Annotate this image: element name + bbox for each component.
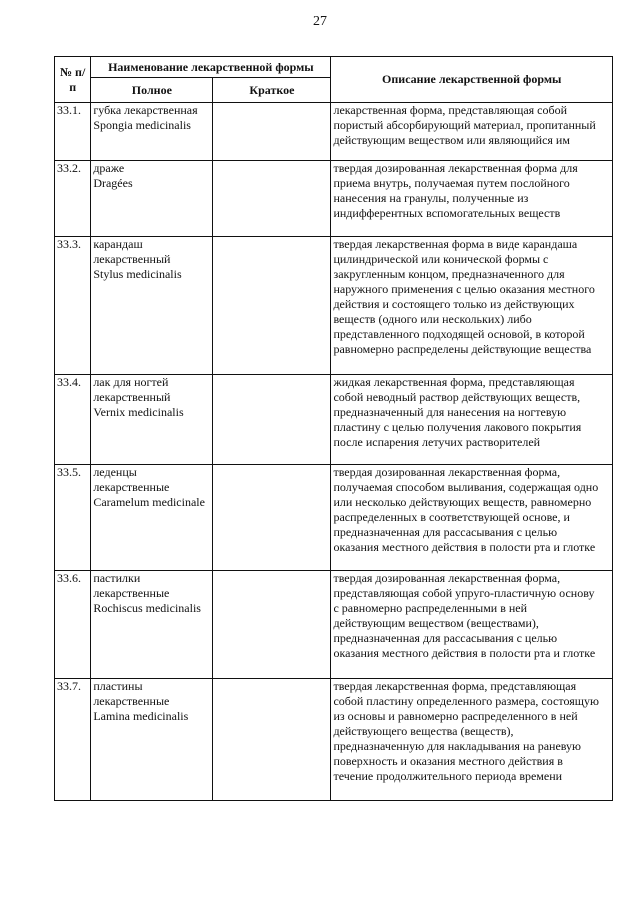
full-name-cell: карандаш лекарственный Stylus medicinalis [91,237,213,375]
row-number: 33.3. [55,237,91,375]
short-name-cell [213,679,331,801]
table-row [55,571,613,679]
header-full-name: Полное [91,78,213,103]
short-name-cell [213,571,331,679]
row-number: 33.2. [55,161,91,237]
short-name-cell [213,465,331,571]
short-name-cell [213,237,331,375]
full-name-cell: губка лекарственная Spongia medicinalis [91,103,213,161]
header-description: Описание лекарственной формы [331,57,613,103]
table-row [55,161,613,237]
header-name-group: Наименование лекарственной формы [91,57,331,78]
description-cell: жидкая лекарственная форма, представляющая собой неводный раствор действующих веществ, предназначенный для нанесения на ногтевую пластину с целью получения лакового покрытия после испарения летучих растворителей [331,375,613,465]
full-name-cell: пастилки лекарственные Rochiscus medicinalis [91,571,213,679]
description-cell: лекарственная форма, представляющая собой пористый абсорбирующий материал, пропитанный действующим веществом или являющийся им [331,103,613,161]
full-name-cell: пластины лекарственные Lamina medicinalis [91,679,213,801]
header-number: № п/п [55,57,91,103]
header-short-name: Краткое [213,78,331,103]
table-row [55,375,613,465]
description-cell: твердая лекарственная форма в виде карандаша цилиндрической или конической формы с закругленным концом, предназначенного для наружного применения с целью оказания местного действия и состоящего только из действующих веществ (одного или нескольких) либо представленного подходящей основой, в которой равномерно распределены действующие вещества [331,237,613,375]
description-cell: твердая дозированная лекарственная форма, представляющая собой упруго-пластичную основу с равномерно распределенными в ней действующим веществом (веществами), предназначенная для рассасывания с целью оказания местного действия в полости рта и глотке [331,571,613,679]
row-number: 33.4. [55,375,91,465]
table-row [55,237,613,375]
full-name-cell: драже Dragées [91,161,213,237]
table-row [55,465,613,571]
description-cell: твердая лекарственная форма, представляющая собой пластину определенного размера, состоящую из основы и равномерно распределенного в ней действующего вещества (веществ), предназначенную для накладывания на раневую поверхность и оказания местного действия в течение продолжительного периода времени [331,679,613,801]
short-name-cell [213,375,331,465]
row-number: 33.7. [55,679,91,801]
table-row [55,679,613,801]
row-number: 33.6. [55,571,91,679]
table-row [55,103,613,161]
row-number: 33.5. [55,465,91,571]
page-number: 27 [313,14,327,29]
description-cell: твердая дозированная лекарственная форма для приема внутрь, получаемая путем послойного нанесения на гранулы, полученные из индифферентных вспомогательных веществ [331,161,613,237]
short-name-cell [213,161,331,237]
dosage-forms-table [54,56,613,801]
full-name-cell: леденцы лекарственные Caramelum medicinale [91,465,213,571]
row-number: 33.1. [55,103,91,161]
full-name-cell: лак для ногтей лекарственный Vernix medicinalis [91,375,213,465]
description-cell: твердая дозированная лекарственная форма, получаемая способом выливания, содержащая одно или несколько действующих веществ, равномерно распределенных в соответствующей основе, и предназначенная для рассасывания с целью оказания местного действия в полости рта и глотке [331,465,613,571]
short-name-cell [213,103,331,161]
